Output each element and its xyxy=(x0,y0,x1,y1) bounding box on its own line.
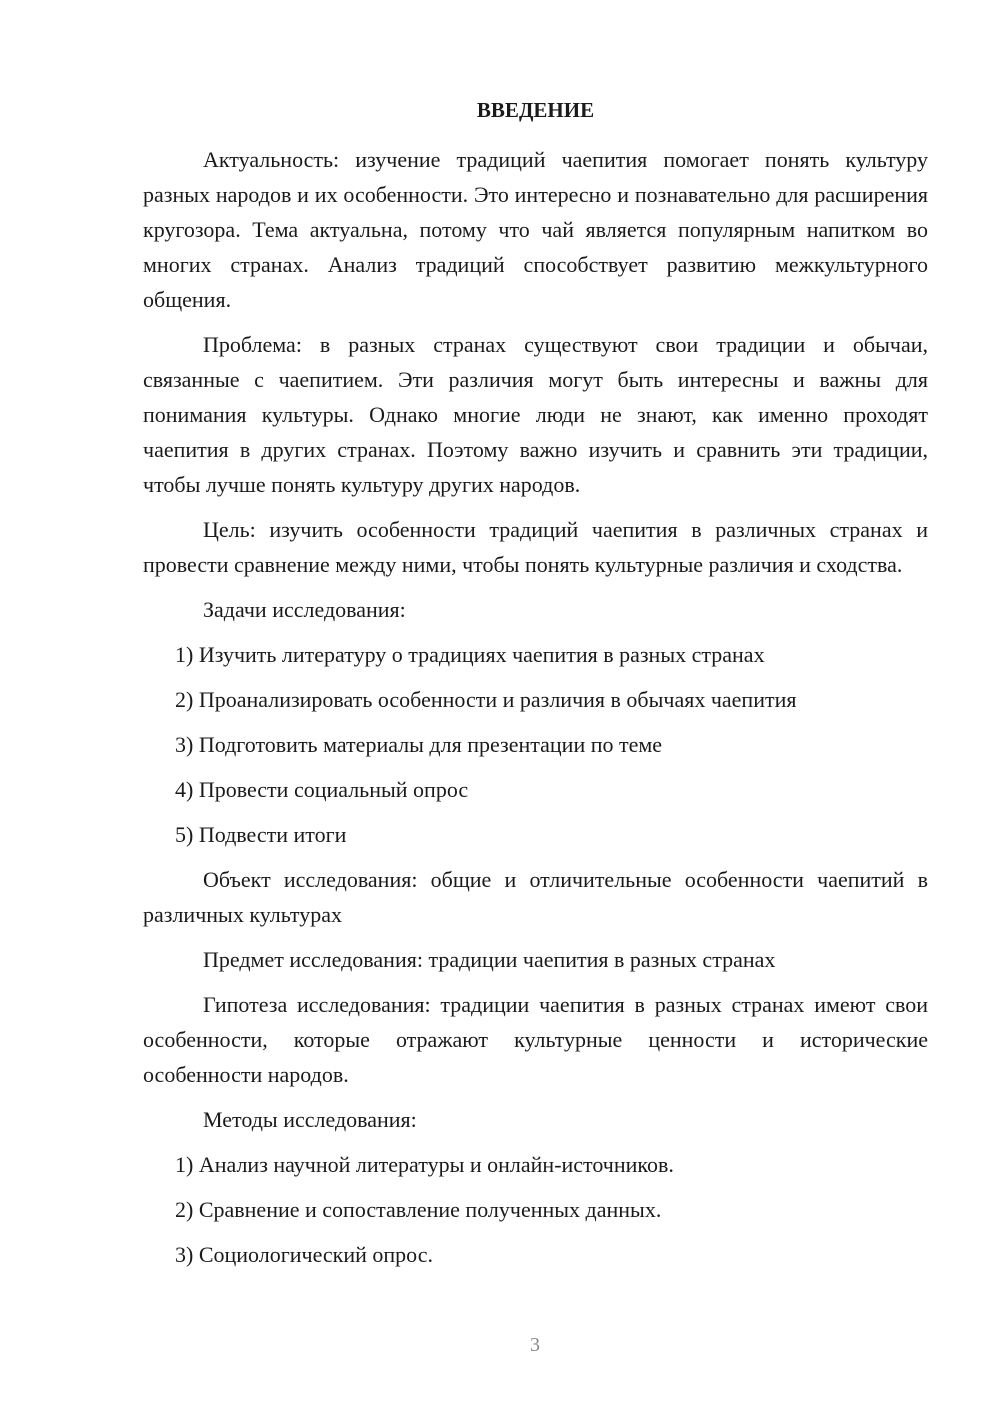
methods-heading: Методы исследования: xyxy=(203,1107,417,1132)
page-number: 3 xyxy=(530,1334,540,1356)
hypothesis-paragraph: Гипотеза исследования: традиции чаепития в разных странах имеют свои особенности, которые отражают культурные ценности и исторические особенности народов. xyxy=(143,992,928,1087)
tasks-list xyxy=(143,637,928,852)
tasks-heading: Задачи исследования: xyxy=(203,597,406,622)
list-item: 5) Подвести итоги xyxy=(175,822,347,847)
methods-list xyxy=(143,1147,928,1272)
list-item: 1) Анализ научной литературы и онлайн-источников. xyxy=(175,1152,674,1177)
list-item: 4) Провести социальный опрос xyxy=(175,777,469,802)
page-title: ВВЕДЕНИЕ xyxy=(476,98,595,122)
subject-line: Предмет исследования: традиции чаепития в разных странах xyxy=(203,947,776,972)
problem-paragraph: Проблема: в разных странах существуют свои традиции и обычаи, связанные с чаепитием. Эти различия могут быть интересны и важны для понимания культуры. Однако многие люди не знают, как именно проходят чаепития в других странах. Поэтому важно изучить и сравнить эти традиции, чтобы лучше понять культуру других народов. xyxy=(143,332,928,497)
relevance-paragraph: Актуальность: изучение традиций чаепития помогает понять культуру разных народов и их особенности. Это интересно и познавательно для расширения кругозора. Тема актуальна, потому что чай является популярным напитком во многих странах. Анализ традиций способствует развитию межкультурного общения. xyxy=(143,147,928,312)
goal-paragraph: Цель: изучить особенности традиций чаепития в различных странах и провести сравнение между ними, чтобы понять культурные различия и сходства. xyxy=(143,517,928,577)
list-item: 3) Социологический опрос. xyxy=(175,1242,433,1267)
document-page xyxy=(143,96,928,1282)
list-item: 1) Изучить литературу о традициях чаепития в разных странах xyxy=(175,642,765,667)
list-item: 2) Сравнение и сопоставление полученных данных. xyxy=(175,1197,662,1222)
list-item: 3) Подготовить материалы для презентации по теме xyxy=(175,732,663,757)
list-item: 2) Проанализировать особенности и различия в обычаях чаепития xyxy=(175,687,797,712)
object-paragraph: Объект исследования: общие и отличительные особенности чаепитий в различных культурах xyxy=(143,867,928,927)
